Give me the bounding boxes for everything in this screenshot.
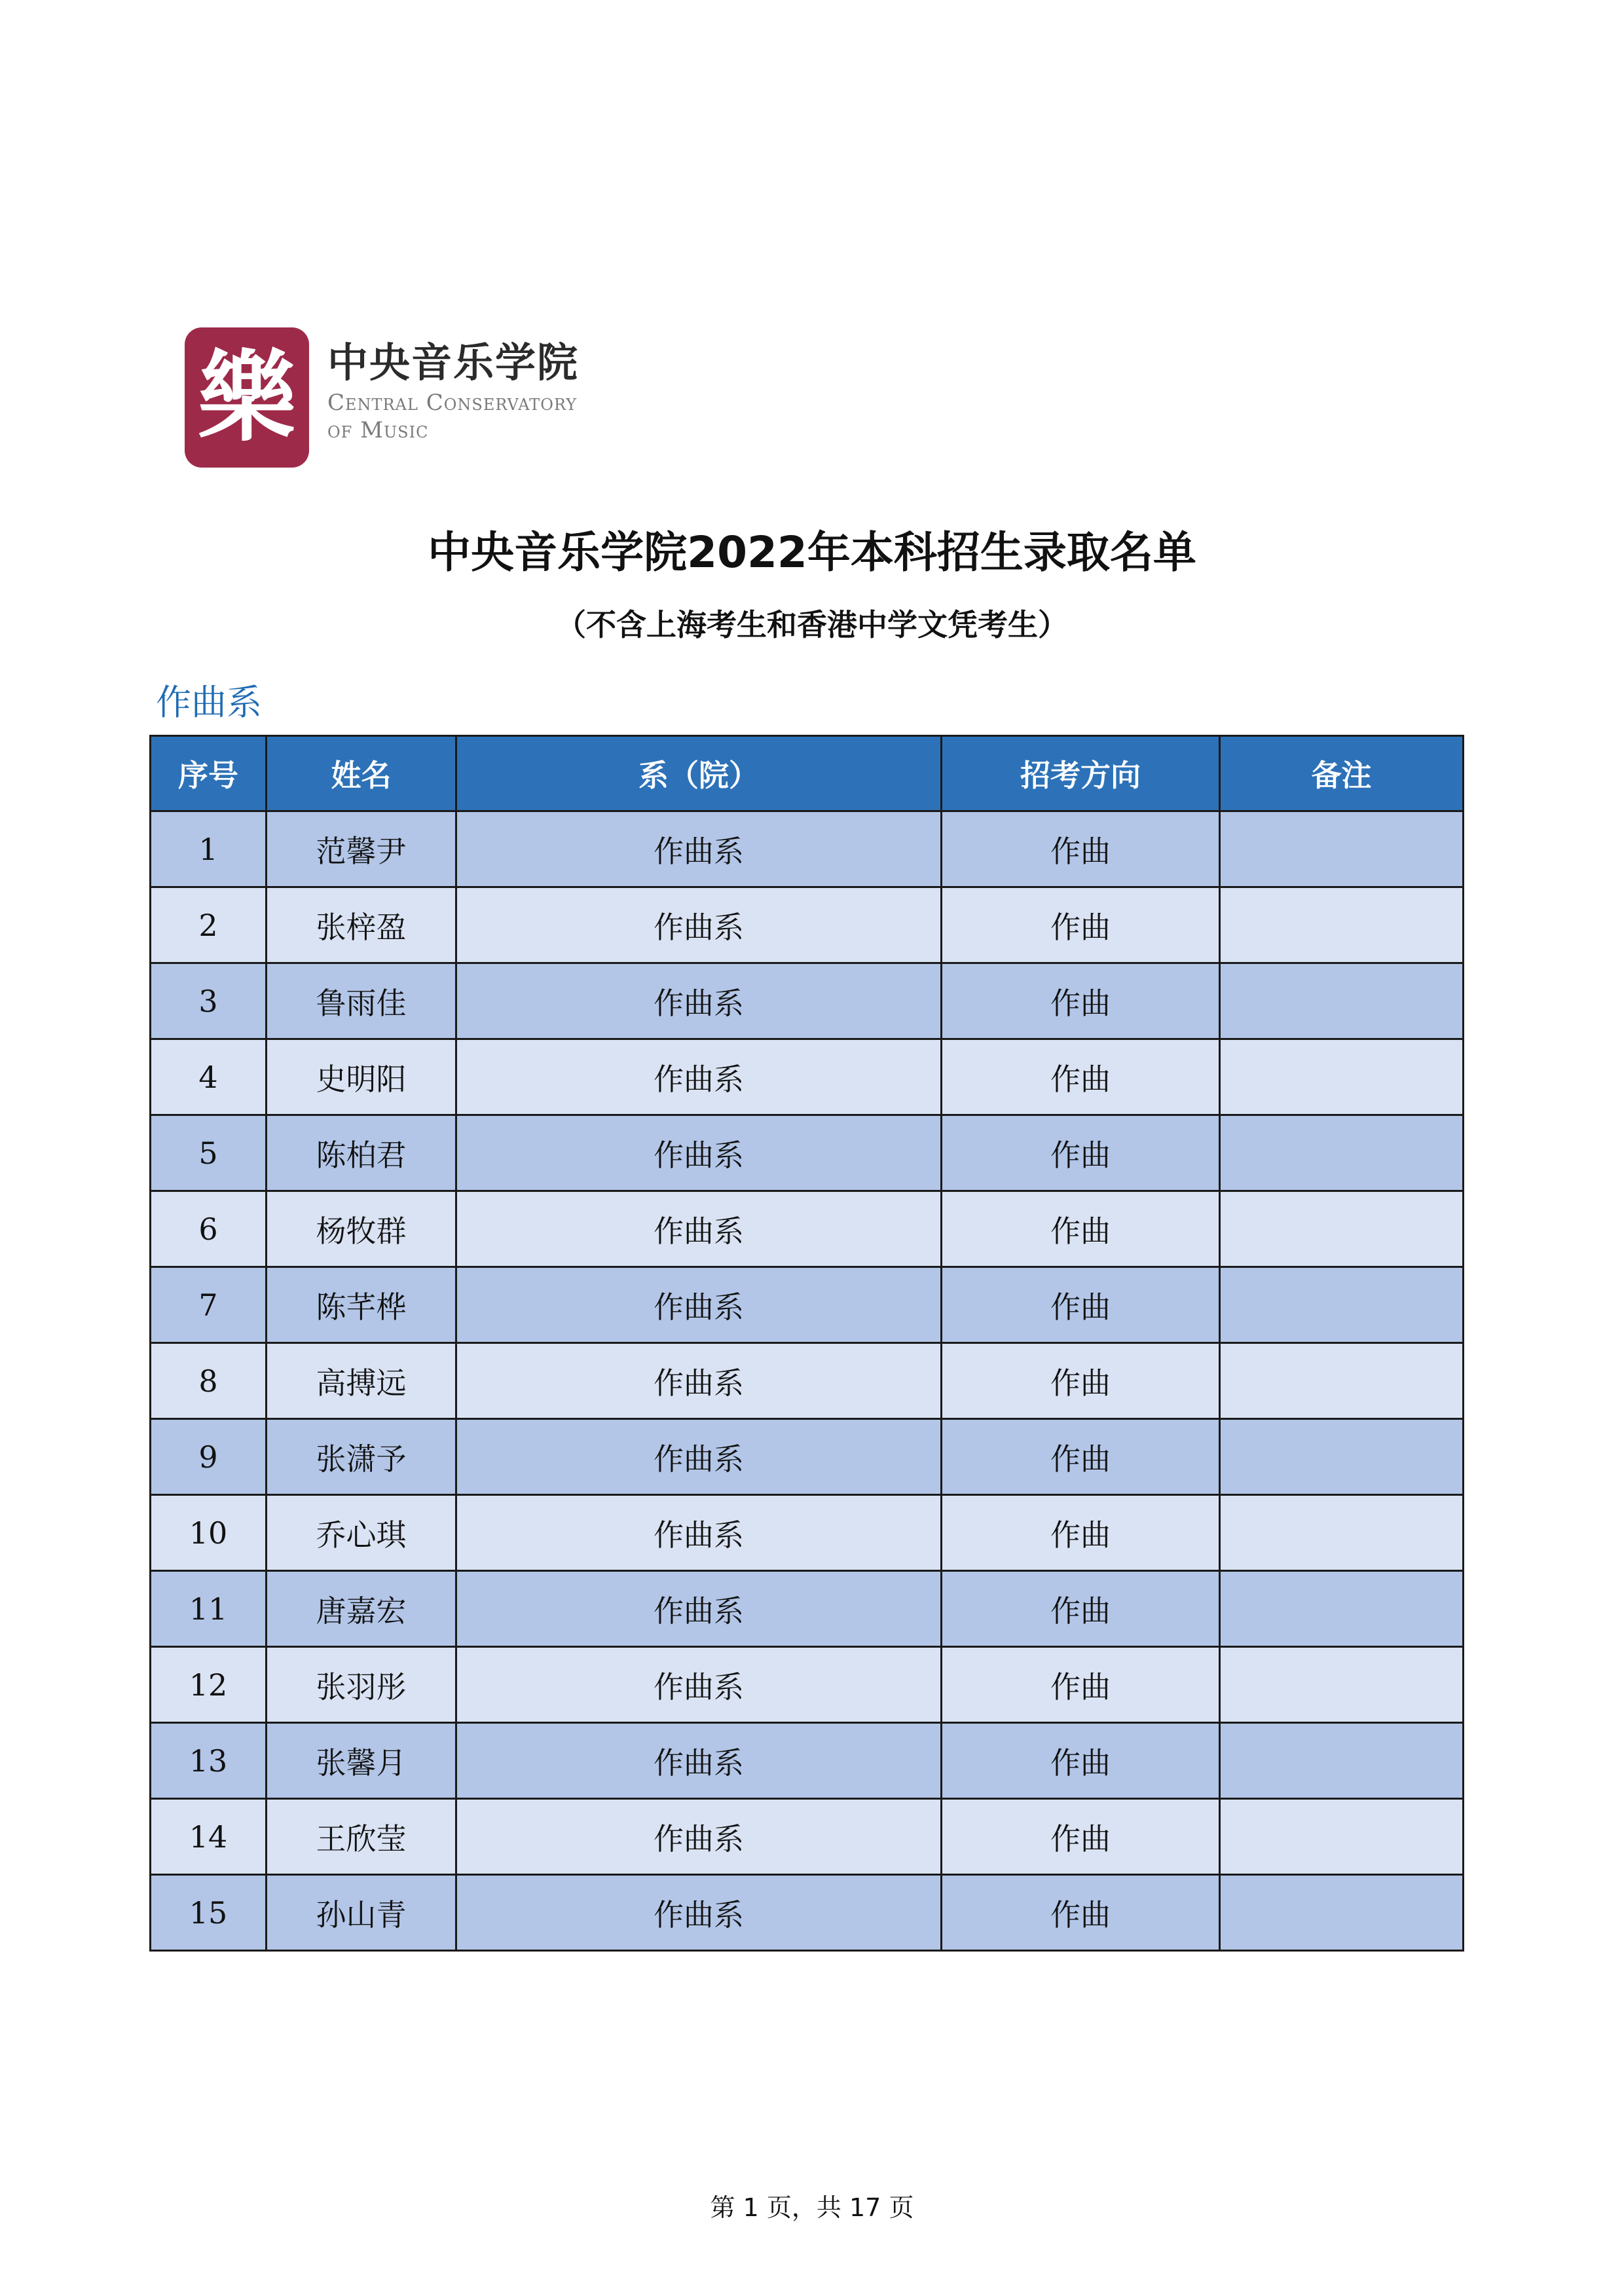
section-heading: 作曲系 — [156, 682, 262, 723]
cell-direction: 作曲 — [942, 887, 1220, 963]
cell-name: 高搏远 — [267, 1343, 456, 1419]
cell-name: 杨牧群 — [267, 1191, 456, 1267]
logo-wordmark — [327, 337, 579, 444]
cell-direction: 作曲 — [942, 1875, 1220, 1951]
cell-direction: 作曲 — [942, 1039, 1220, 1115]
table-row — [151, 887, 1464, 963]
cell-department: 作曲系 — [456, 1039, 942, 1115]
cell-name: 范馨尹 — [267, 811, 456, 887]
cell-direction: 作曲 — [942, 1647, 1220, 1723]
cell-index: 11 — [151, 1571, 267, 1647]
cell-department: 作曲系 — [456, 1799, 942, 1875]
cell-department: 作曲系 — [456, 1267, 942, 1343]
seal-glyph: 樂 — [197, 340, 296, 455]
cell-department: 作曲系 — [456, 1647, 942, 1723]
cell-index: 14 — [151, 1799, 267, 1875]
table-row — [151, 1495, 1464, 1571]
cell-index: 4 — [151, 1039, 267, 1115]
cell-index: 9 — [151, 1419, 267, 1495]
cell-department: 作曲系 — [456, 1419, 942, 1495]
cell-index: 12 — [151, 1647, 267, 1723]
cell-direction: 作曲 — [942, 1267, 1220, 1343]
footer-total-pages: 17 — [849, 2193, 881, 2222]
table-row — [151, 811, 1464, 887]
cell-remarks — [1220, 1115, 1464, 1191]
cell-remarks — [1220, 811, 1464, 887]
cell-index: 10 — [151, 1495, 267, 1571]
table-row — [151, 1191, 1464, 1267]
table-row — [151, 1267, 1464, 1343]
cell-index: 13 — [151, 1723, 267, 1799]
cell-direction: 作曲 — [942, 1343, 1220, 1419]
cell-remarks — [1220, 1647, 1464, 1723]
table-row — [151, 1875, 1464, 1951]
cell-name: 张羽彤 — [267, 1647, 456, 1723]
seal-emblem — [185, 327, 309, 468]
page-footer — [0, 2187, 1624, 2223]
cell-department: 作曲系 — [456, 1115, 942, 1191]
document-subtitle: （不含上海考生和香港中学文凭考生） — [556, 607, 1068, 642]
cell-index: 6 — [151, 1191, 267, 1267]
cell-index: 8 — [151, 1343, 267, 1419]
cell-direction: 作曲 — [942, 1191, 1220, 1267]
cell-direction: 作曲 — [942, 1571, 1220, 1647]
cell-direction: 作曲 — [942, 1799, 1220, 1875]
logo-name-cn: 中央音乐学院 — [327, 339, 580, 386]
header-index: 序号 — [151, 736, 267, 811]
cell-remarks — [1220, 1039, 1464, 1115]
cell-remarks — [1220, 1419, 1464, 1495]
cell-department: 作曲系 — [456, 1875, 942, 1951]
cell-remarks — [1220, 1267, 1464, 1343]
cell-department: 作曲系 — [456, 1723, 942, 1799]
cell-index: 5 — [151, 1115, 267, 1191]
document-title: 中央音乐学院2022年本科招生录取名单 — [428, 527, 1196, 578]
cell-name: 陈芊桦 — [267, 1267, 456, 1343]
cell-department: 作曲系 — [456, 1495, 942, 1571]
cell-name: 乔心琪 — [267, 1495, 456, 1571]
cell-department: 作曲系 — [456, 811, 942, 887]
table-row — [151, 1571, 1464, 1647]
footer-middle: 页，共 — [758, 2193, 849, 2222]
cell-remarks — [1220, 1571, 1464, 1647]
cell-name: 王欣莹 — [267, 1799, 456, 1875]
cell-name: 张馨月 — [267, 1723, 456, 1799]
footer-prefix: 第 — [710, 2193, 743, 2222]
cell-department: 作曲系 — [456, 1571, 942, 1647]
cell-name: 张潇予 — [267, 1419, 456, 1495]
cell-remarks — [1220, 1875, 1464, 1951]
cell-remarks — [1220, 1343, 1464, 1419]
cell-direction: 作曲 — [942, 1115, 1220, 1191]
cell-index: 15 — [151, 1875, 267, 1951]
table-row — [151, 1723, 1464, 1799]
table-row — [151, 1343, 1464, 1419]
admission-table — [149, 735, 1464, 1952]
header-name: 姓名 — [267, 736, 456, 811]
table-row — [151, 963, 1464, 1039]
cell-department: 作曲系 — [456, 963, 942, 1039]
cell-department: 作曲系 — [456, 1191, 942, 1267]
cell-remarks — [1220, 963, 1464, 1039]
table-header-row — [151, 736, 1464, 811]
footer-page-number: 1 — [743, 2193, 759, 2222]
cell-direction: 作曲 — [942, 811, 1220, 887]
cell-index: 1 — [151, 811, 267, 887]
table-row — [151, 1419, 1464, 1495]
cell-remarks — [1220, 1495, 1464, 1571]
cell-remarks — [1220, 1799, 1464, 1875]
cell-name: 孙山青 — [267, 1875, 456, 1951]
institution-logo — [185, 327, 579, 468]
logo-name-en-line2: of Music — [327, 417, 429, 443]
cell-name: 唐嘉宏 — [267, 1571, 456, 1647]
cell-remarks — [1220, 887, 1464, 963]
cell-index: 7 — [151, 1267, 267, 1343]
footer-suffix: 页 — [881, 2193, 914, 2222]
table-body — [151, 811, 1464, 1951]
cell-name: 鲁雨佳 — [267, 963, 456, 1039]
cell-direction: 作曲 — [942, 1495, 1220, 1571]
cell-remarks — [1220, 1723, 1464, 1799]
table-row — [151, 1039, 1464, 1115]
cell-department: 作曲系 — [456, 1343, 942, 1419]
cell-remarks — [1220, 1191, 1464, 1267]
cell-index: 3 — [151, 963, 267, 1039]
table-row — [151, 1799, 1464, 1875]
logo-name-en-line1: Central Conservatory — [327, 390, 578, 416]
cell-direction: 作曲 — [942, 1723, 1220, 1799]
header-direction: 招考方向 — [942, 736, 1220, 811]
table-row — [151, 1647, 1464, 1723]
table-row — [151, 1115, 1464, 1191]
cell-index: 2 — [151, 887, 267, 963]
cell-name: 史明阳 — [267, 1039, 456, 1115]
header-remarks: 备注 — [1220, 736, 1464, 811]
header-department: 系（院） — [456, 736, 942, 811]
cell-direction: 作曲 — [942, 1419, 1220, 1495]
cell-direction: 作曲 — [942, 963, 1220, 1039]
cell-department: 作曲系 — [456, 887, 942, 963]
cell-name: 陈柏君 — [267, 1115, 456, 1191]
cell-name: 张梓盈 — [267, 887, 456, 963]
